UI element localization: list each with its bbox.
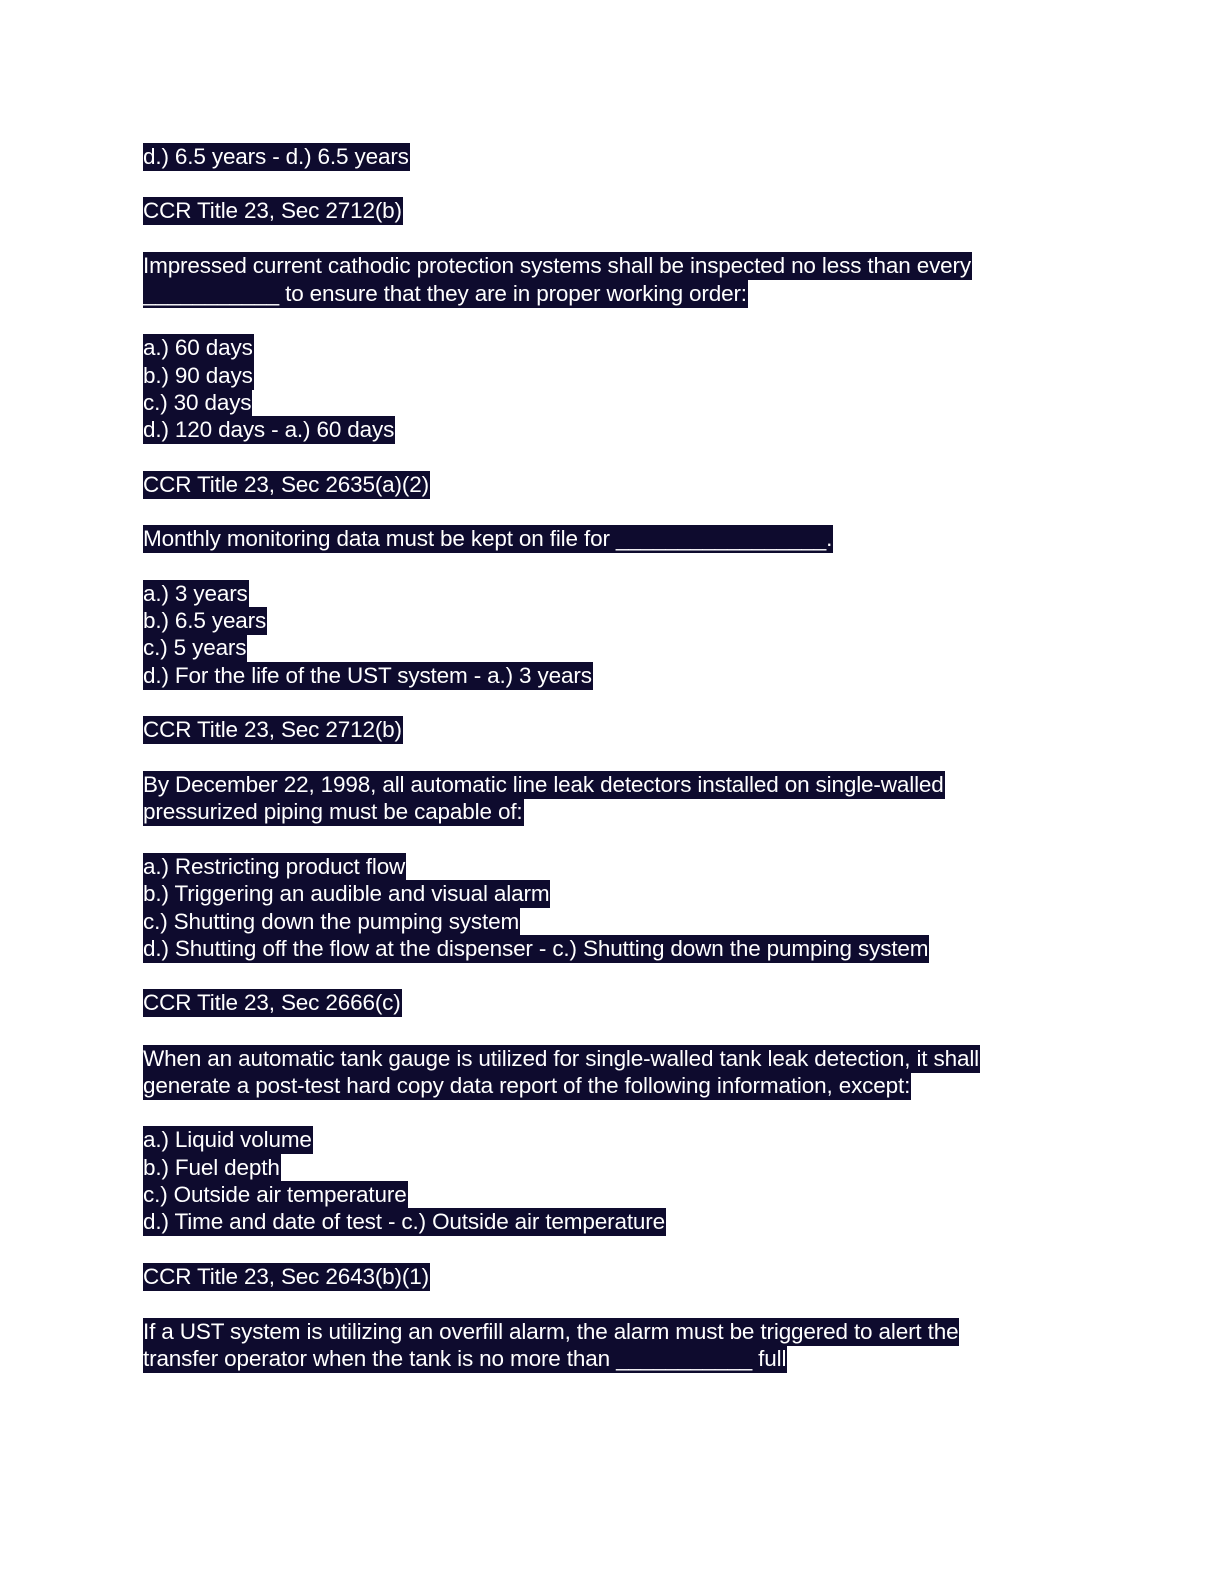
question-line <box>143 798 524 826</box>
option-line <box>143 1181 408 1209</box>
option-line <box>143 334 254 362</box>
answer-text: d.) For the life of the UST system - a.) 3 years <box>143 663 592 688</box>
citation-text: CCR Title 23, Sec 2643(b)(1) <box>143 1264 429 1289</box>
option-line <box>143 634 247 662</box>
answer-line <box>143 1208 666 1236</box>
question-line <box>143 252 972 280</box>
option-line <box>143 853 406 881</box>
option-text: c.) Outside air temperature <box>143 1182 407 1207</box>
citation-text: CCR Title 23, Sec 2666(c) <box>143 990 401 1015</box>
option-text: c.) 30 days <box>143 390 252 415</box>
option-text: a.) Restricting product flow <box>143 854 406 879</box>
citation-line <box>143 1263 430 1291</box>
option-text: b.) 90 days <box>143 363 253 388</box>
question-line <box>143 1045 980 1073</box>
option-line <box>143 580 249 608</box>
option-text: a.) Liquid volume <box>143 1127 312 1152</box>
answer-text: d.) Time and date of test - c.) Outside air temperature <box>143 1209 665 1234</box>
option-text: b.) 6.5 years <box>143 608 267 633</box>
answer-line <box>143 662 593 690</box>
option-line <box>143 1154 281 1182</box>
citation-line <box>143 471 430 499</box>
question-line <box>143 1318 959 1346</box>
question-line <box>143 1345 787 1373</box>
citation-line <box>143 989 402 1017</box>
option-text: b.) Fuel depth <box>143 1155 280 1180</box>
question-text: Impressed current cathodic protection systems shall be inspected no less than every <box>143 253 971 278</box>
option-text: c.) Shutting down the pumping system <box>143 909 520 934</box>
option-text: b.) Triggering an audible and visual alarm <box>143 881 550 906</box>
question-line <box>143 771 945 799</box>
question-text: pressurized piping must be capable of: <box>143 799 523 824</box>
question-text: transfer operator when the tank is no more than ___________ full <box>143 1346 787 1371</box>
question-text: If a UST system is utilizing an overfill alarm, the alarm must be triggered to alert the <box>143 1319 959 1344</box>
option-line <box>143 1126 313 1154</box>
question-line <box>143 1072 911 1100</box>
answer-line <box>143 416 395 444</box>
answer-text: d.) Shutting off the flow at the dispenser - c.) Shutting down the pumping system <box>143 936 929 961</box>
citation-text: CCR Title 23, Sec 2712(b) <box>143 717 402 742</box>
option-line <box>143 389 252 417</box>
option-line <box>143 880 550 908</box>
option-text: c.) 5 years <box>143 635 247 660</box>
citation-text: CCR Title 23, Sec 2635(a)(2) <box>143 472 429 497</box>
question-text: By December 22, 1998, all automatic line leak detectors installed on single-walled <box>143 772 944 797</box>
answer-text: d.) 6.5 years - d.) 6.5 years <box>143 144 409 169</box>
citation-line <box>143 716 403 744</box>
question-text: generate a post-test hard copy data report of the following information, except: <box>143 1073 911 1098</box>
option-line <box>143 908 520 936</box>
question-text: When an automatic tank gauge is utilized for single-walled tank leak detection, it shall <box>143 1046 980 1071</box>
option-line <box>143 362 254 390</box>
citation-line <box>143 197 403 225</box>
option-text: a.) 3 years <box>143 581 248 606</box>
question-line <box>143 525 833 553</box>
answer-line <box>143 935 929 963</box>
question-text: Monthly monitoring data must be kept on file for _________________. <box>143 526 833 551</box>
question-text: ___________ to ensure that they are in proper working order: <box>143 281 747 306</box>
answer-text: d.) 120 days - a.) 60 days <box>143 417 395 442</box>
citation-text: CCR Title 23, Sec 2712(b) <box>143 198 402 223</box>
option-text: a.) 60 days <box>143 335 253 360</box>
question-line <box>143 280 748 308</box>
option-line <box>143 607 267 635</box>
answer-line <box>143 143 410 171</box>
